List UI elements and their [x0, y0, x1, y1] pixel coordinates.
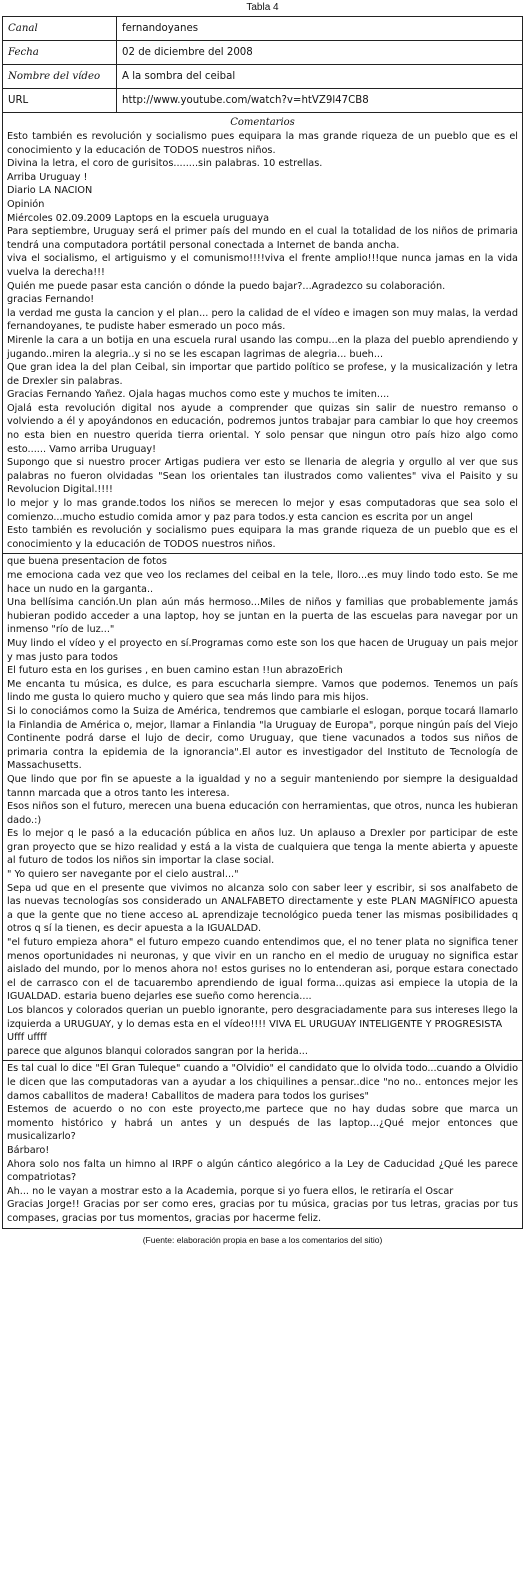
- comment-text: Sepa ud que en el presente que vivimos no alcanza solo con saber leer y escribir, si sos analfabeto de las nuevas tecnologías sos considerado un ANALFABETO directamente y este PLAN MAGNÍFICO apuesta a que la gente que no tiene acceso aL aprendizaje tecnológico pueda tener las mismas posibilidades q otros q sí la tienen, es decir apuesta a la IGUALDAD.: [7, 882, 518, 935]
- comment-block: [3, 553, 522, 1060]
- comment-text: Me encanta tu música, es dulce, es para escucharla siempre. Vamos que podemos. Tenemos un país lindo me gusta lo quiero mucho y quiero que sea más lindo para mis hijos.: [7, 678, 518, 704]
- comment-text: Que lindo que por fin se apueste a la igualdad y no a seguir manteniendo por siempre la desigualdad tannn marcada que a otros tanto les interesa.: [7, 773, 518, 799]
- comment-text: Diario LA NACION: [7, 185, 93, 197]
- comments-section: [2, 113, 523, 1229]
- comment-text: Opinión: [7, 198, 45, 210]
- meta-label: Nombre del vídeo: [3, 65, 117, 89]
- comment-text: "el futuro empieza ahora" el futuro empezo cuando entendimos que, el no tener plata no significa tener menos oportunidades ni neuronas, y que vivir en un rancho en el medio de uruguay no significa estar aislado del mundo, por lo menos ahora no! estos gurises no lo entenderan asi, porque estara conectado el de carrasco con el de tacuarembo aprendiendo de igual forma...quizas asi empiece la utopia de la IGUALDAD. estaria bueno dejarles ese sueño como herencia....: [7, 937, 518, 1003]
- meta-label: Canal: [3, 17, 117, 41]
- comment-text: " Yo quiero ser navegante por el cielo austral...": [7, 869, 239, 881]
- meta-row-canal: [3, 17, 523, 41]
- comment-text: Esto también es revolución y socialismo pues equipara la mas grande riqueza de un pueblo que es el conocimiento y la educación de TODOS nuestros niños.: [7, 525, 518, 550]
- comment-text: Supongo que si nuestro procer Artigas pudiera ver esto se llenaria de alegria y orgullo al ver que sus palabras no fueron olvidadas "Sean los orientales tan ilustrados como valientes" viva el Paisito y su Revolucion Digital.!!!!: [7, 457, 518, 496]
- metadata-table: [2, 16, 523, 113]
- comment-text: Ah... no le vayan a mostrar esto a la Academia, porque si yo fuera ellos, le retiraría el Oscar: [7, 1185, 454, 1197]
- comment-text: Divina la letra, el coro de gurisitos........sin palabras. 10 estrellas.: [7, 158, 323, 170]
- meta-value: 02 de diciembre del 2008: [117, 41, 523, 65]
- comment-text: Arriba Uruguay !: [7, 171, 88, 183]
- comment-text: Esto también es revolución y socialismo pues equipara la mas grande riqueza de un pueblo que es el conocimiento y la educación de TODOS nuestros niños.: [7, 131, 518, 156]
- comment-text: Una bellísima canción.Un plan aún más hermoso...Miles de niños y familias que probablemente jamás hubieran podido acceder a una laptop, hoy se juntan en la puerta de las escuelas para navegar por un inmenso "río de luz...": [7, 597, 518, 636]
- comment-text: Esos niños son el futuro, merecen una buena educación con herramientas, que otros, nunca les hubieran dado.:): [7, 801, 518, 826]
- comment-text: Muy lindo el vídeo y el proyecto en sí.Programas como este son los que hacen de Uruguay un pais mejor y mas justo para todos: [7, 637, 518, 663]
- source-note: (Fuente: elaboración propia en base a los comentarios del sitio): [142, 1234, 383, 1245]
- comment-text: lo mejor y lo mas grande.todos los niños se merecen lo mejor y esas computadoras que sea solo el comienzo...mucho estudio comida amor y paz para todos.y esta cancion es escrita por un angel: [7, 498, 518, 523]
- comment-text: Mirenle la cara a un botija en una escuela rural usando las compu...en la plaza del pueblo aprendiendo y jugando..miren la alegria..y si no se les escapan lagrimas de alegria... bueh...: [7, 334, 518, 360]
- comment-text: Que gran idea la del plan Ceibal, sin importar que partido político se profese, y la musicalización y letra de Drexler sin palabras.: [7, 362, 518, 387]
- meta-row-fecha: [3, 41, 523, 65]
- comment-text: Gracias Fernando Yañez. Ojala hagas muchos como este y muchos te imiten....: [7, 389, 390, 401]
- comment-text: Para septiembre, Uruguay será el primer país del mundo en el cual la totalidad de los niños de primaria tendrá una computadora portátil personal conectada a Internet de banda ancha.: [7, 226, 518, 251]
- table-title: Tabla 4: [246, 2, 279, 13]
- comment-text: viva el socialismo, el artiguismo y el comunismo!!!!viva el frente amplio!!!que nunca jamas en la vida vuelva la derecha!!!: [7, 253, 518, 278]
- comment-text: que buena presentacion de fotos: [7, 556, 167, 568]
- comment-block: [3, 129, 522, 553]
- comment-text: Miércoles 02.09.2009 Laptops en la escuela uruguaya: [7, 212, 270, 224]
- comments-header: Comentarios: [230, 117, 295, 128]
- meta-value: A la sombra del ceibal: [117, 65, 523, 89]
- meta-label: Fecha: [3, 41, 117, 65]
- comment-text: El futuro esta en los gurises , en buen camino estan !!un abrazoErich: [7, 665, 343, 677]
- comment-text: Es lo mejor q le pasó a la educación pública en años luz. Un aplauso a Drexler por participar de este gran proyecto que se hizo realidad y está a la vista de cualquiera que tenga la mente abierta y apueste al futuro de todos los niños sin importar la clase social.: [7, 828, 518, 867]
- comment-block: [3, 1060, 522, 1227]
- meta-row-nombre: [3, 65, 523, 89]
- meta-row-url: [3, 89, 523, 113]
- meta-value: fernandoyanes: [117, 17, 523, 41]
- comment-text: Los blancos y colorados querian un pueblo ignorante, pero desgraciadamente para sus intereses llego la izquierda a URUGUAY, y lo demas esta en el vídeo!!!! VIVA EL URUGUAY INTELIGENTE Y PROGRESISTA: [7, 1005, 518, 1030]
- comment-text: Ojalá esta revolución digital nos ayude a comprender que quizas sin salir de nuestro remanso o volviendo a él y apoyándonos en educación, podremos juntos trabajar para cambiar lo que hoy creemos no esta bien en nuestro querida tierra oriental. Y solo pensar que ningun otro país hizo algo como esto...... Vamo arriba Uruguay!: [7, 402, 518, 455]
- comment-text: Gracias Jorge!! Gracias por ser como eres, gracias por tu música, gracias por tus letras, gracias por tus compases, gracias por tus momentos, gracias por hacerme feliz.: [7, 1199, 518, 1224]
- comment-text: parece que algunos blanqui colorados sangran por la herida...: [7, 1045, 308, 1057]
- comment-text: Quién me puede pasar esta canción o dónde la puedo bajar?...Agradezco su colaboración.: [7, 280, 446, 292]
- comment-text: Ahora solo nos falta un himno al IRPF o algún cántico alegórico a la Ley de Caducidad ¿Qué les parece compatriotas?: [7, 1158, 518, 1184]
- comment-text: Bárbaro!: [7, 1144, 50, 1156]
- comment-text: Si lo conociámos como la Suiza de América, tendremos que cambiarle el eslogan, porque tocará llamarlo la Finlandia de América o, mejor, llamar a Finlandia "la Uruguay de Europa", porque ningún país del Viejo Continente podrá darse el lujo de decir, como Uruguay, que tiene vacunados a todos sus niños de primaria contra la epidemia de la ignorancia".El autor es investigador del Instituto de Tecnología de Massachusetts.: [7, 705, 518, 772]
- comment-text: la verdad me gusta la cancion y el plan... pero la calidad de el vídeo e imagen son muy malas, la verdad fernandoyanes, te pudiste haber esmerado un poco más.: [7, 307, 518, 333]
- comment-text: Estemos de acuerdo o no con este proyecto,me partece que no hay dudas sobre que marca un momento histórico y habrá un antes y un después de las laptop...¿Qué mejor entonces que musicalizarlo?: [7, 1104, 518, 1143]
- meta-label: URL: [3, 89, 117, 113]
- comment-text: gracias Fernando!: [7, 294, 95, 306]
- comment-text: me emociona cada vez que veo los reclames del ceibal en la tele, lloro...es muy lindo todo esto. Se me hace un nudo en la garganta..: [7, 570, 518, 595]
- meta-value-url: http://www.youtube.com/watch?v=htVZ9l47CB8: [117, 89, 523, 113]
- comments-blocks: [3, 129, 522, 1228]
- comment-text: Ufff uffff: [7, 1032, 47, 1044]
- comment-text: Es tal cual lo dice "El Gran Tuleque" cuando a "Olvidio" el candidato que lo olvida todo...cuando a Olvidio le dicen que las computadoras van a ayudar a los chiquilines a pensar..dice "no no.. entonces mejor les damos caballitos de madera! Caballitos de madera para todos los gurises": [7, 1063, 518, 1102]
